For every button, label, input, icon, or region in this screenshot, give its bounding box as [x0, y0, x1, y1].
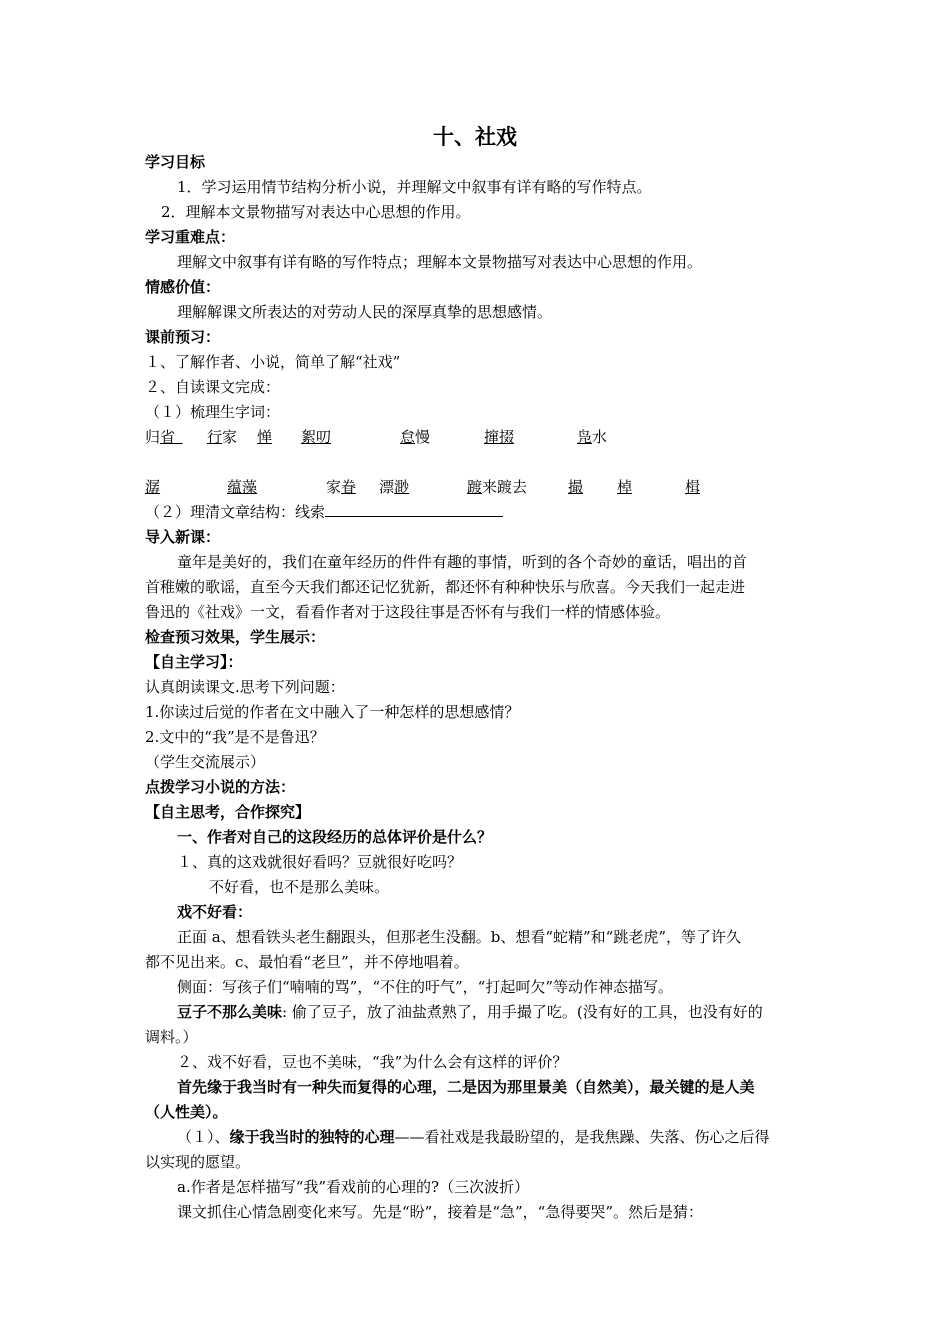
check-question-2: 2.文中的“我”是不是鲁迅？ [145, 728, 325, 746]
goals-heading: 学习目标 [145, 153, 206, 171]
vocab-word: 絮叨 [301, 428, 332, 446]
answer-1: 不好看，也不是那么美味。 [209, 878, 390, 896]
preview-item-2a: （１）梳理生字词： [145, 403, 281, 421]
question-a: a.作者是怎样描写“我”看戏前的心理的?（三次波折） [177, 1178, 530, 1196]
vocab-word: 踱来踱去 [467, 478, 528, 496]
key-heading: 学习重难点： [145, 228, 236, 246]
vocab-word: 惮 [257, 428, 273, 446]
intro-line: 童年是美好的，我们在童年经历的件件有趣的事情，听到的各个奇妙的童话，唱出的首 [177, 553, 748, 571]
vocab-word: 棹 [617, 478, 633, 496]
goal-2: 2．理解本文景物描写对表达中心思想的作用。 [161, 203, 471, 221]
vocab-word: 潺 [145, 478, 161, 496]
vocab-word: 撮 [568, 478, 584, 496]
front-line: 都不见出来。c、最怕看“老旦”，并不停地唱着。 [145, 953, 469, 971]
answer-blank [325, 502, 503, 517]
key-text: 理解文中叙事有详有略的写作特点；理解本文景物描写对表达中心思想的作用。 [177, 253, 703, 271]
vocab-word: 楫 [685, 478, 701, 496]
method-heading: 点拨学习小说的方法： [145, 778, 296, 796]
vocab-word: 家眷 [326, 478, 357, 496]
intro-heading: 导入新课： [145, 528, 221, 546]
vocab-word: 凫水 [577, 428, 608, 446]
point-1-line: 以实现的愿望。 [145, 1153, 251, 1171]
check-heading: 检查预习效果，学生展示： [145, 628, 326, 646]
vocab-word: 归省 [145, 428, 176, 446]
subheading-show: 戏不好看： [177, 903, 253, 921]
vocab-word: 怠慢 [400, 428, 431, 446]
question-1: １、真的这戏就很好看吗？豆就很好吃吗？ [177, 853, 463, 871]
preview-item-1: １、了解作者、小说，简单了解“社戏” [145, 353, 401, 371]
bean-line: 调料。） [145, 1028, 198, 1046]
preview-item-2: ２、自读课文完成： [145, 378, 281, 396]
preview-item-2b: （２）理清文章结构：线索 [145, 502, 813, 522]
bean-line: 豆子不那么美味: 偷了豆子，放了油盐煮熟了，用手撮了吃。(没有好的工具，也没有好的 [177, 1003, 763, 1021]
question-2: ２、戏不好看，豆也不美味，“我”为什么会有这样的评价？ [177, 1053, 568, 1071]
intro-line: 首稚嫩的歌谣，直至今天我们都还记忆犹新，都还怀有种种快乐与欣喜。今天我们一起走进 [145, 578, 746, 596]
front-line: 正面 a、想看铁头老生翻跟头，但那老生没翻。b、想看“蛇精”和“跳老虎”，等了许久 [177, 928, 741, 946]
intro-line: 鲁迅的《社戏》一文，看看作者对于这段往事是否怀有与我们一样的情感体验。 [145, 603, 671, 621]
point-1-line: （１）、缘于我当时的独特的心理——看社戏是我最盼望的，是我焦躁、失落、伤心之后得 [177, 1128, 770, 1146]
page-title: 十、社戏 [433, 125, 517, 149]
explore-heading: 【自主思考，合作探究】 [145, 803, 311, 821]
side-line: 侧面：写孩子们“喃喃的骂”，“不住的吁气”，“打起呵欠”等动作神态描写。 [177, 978, 674, 996]
preview-heading: 课前预习： [145, 328, 221, 346]
emotion-text: 理解解课文所表达的对劳动人民的深厚真挚的思想感情。 [177, 303, 553, 321]
part-1-heading: 一、作者对自己的这段经历的总体评价是什么？ [177, 828, 493, 846]
answer-2-line: （人性美）。 [145, 1103, 228, 1121]
answer-2-line: 首先缘于我当时有一种失而复得的心理，二是因为那里景美（自然美），最关键的是人美 [177, 1078, 755, 1096]
emotion-heading: 情感价值： [145, 278, 221, 296]
vocab-word: 行家 [207, 428, 238, 446]
vocab-word: 撺掇 [484, 428, 515, 446]
last-line: 课文抓住心情急剧变化来写。先是“盼”，接着是“急”，“急得要哭”。然后是猜： [177, 1203, 704, 1221]
check-note: （学生交流展示） [145, 753, 266, 771]
vocab-word: 漂渺 [379, 478, 410, 496]
check-question-1: 1.你读过后觉的作者在文中融入了一种怎样的思想感情？ [145, 703, 520, 721]
goal-1: 1．学习运用情节结构分析小说，并理解文中叙事有详有略的写作特点。 [177, 178, 652, 196]
self-study-heading: 【自主学习】： [145, 653, 243, 671]
vocab-word: 蕴藻 [227, 478, 258, 496]
check-instruction: 认真朗读课文.思考下列问题： [145, 678, 345, 696]
